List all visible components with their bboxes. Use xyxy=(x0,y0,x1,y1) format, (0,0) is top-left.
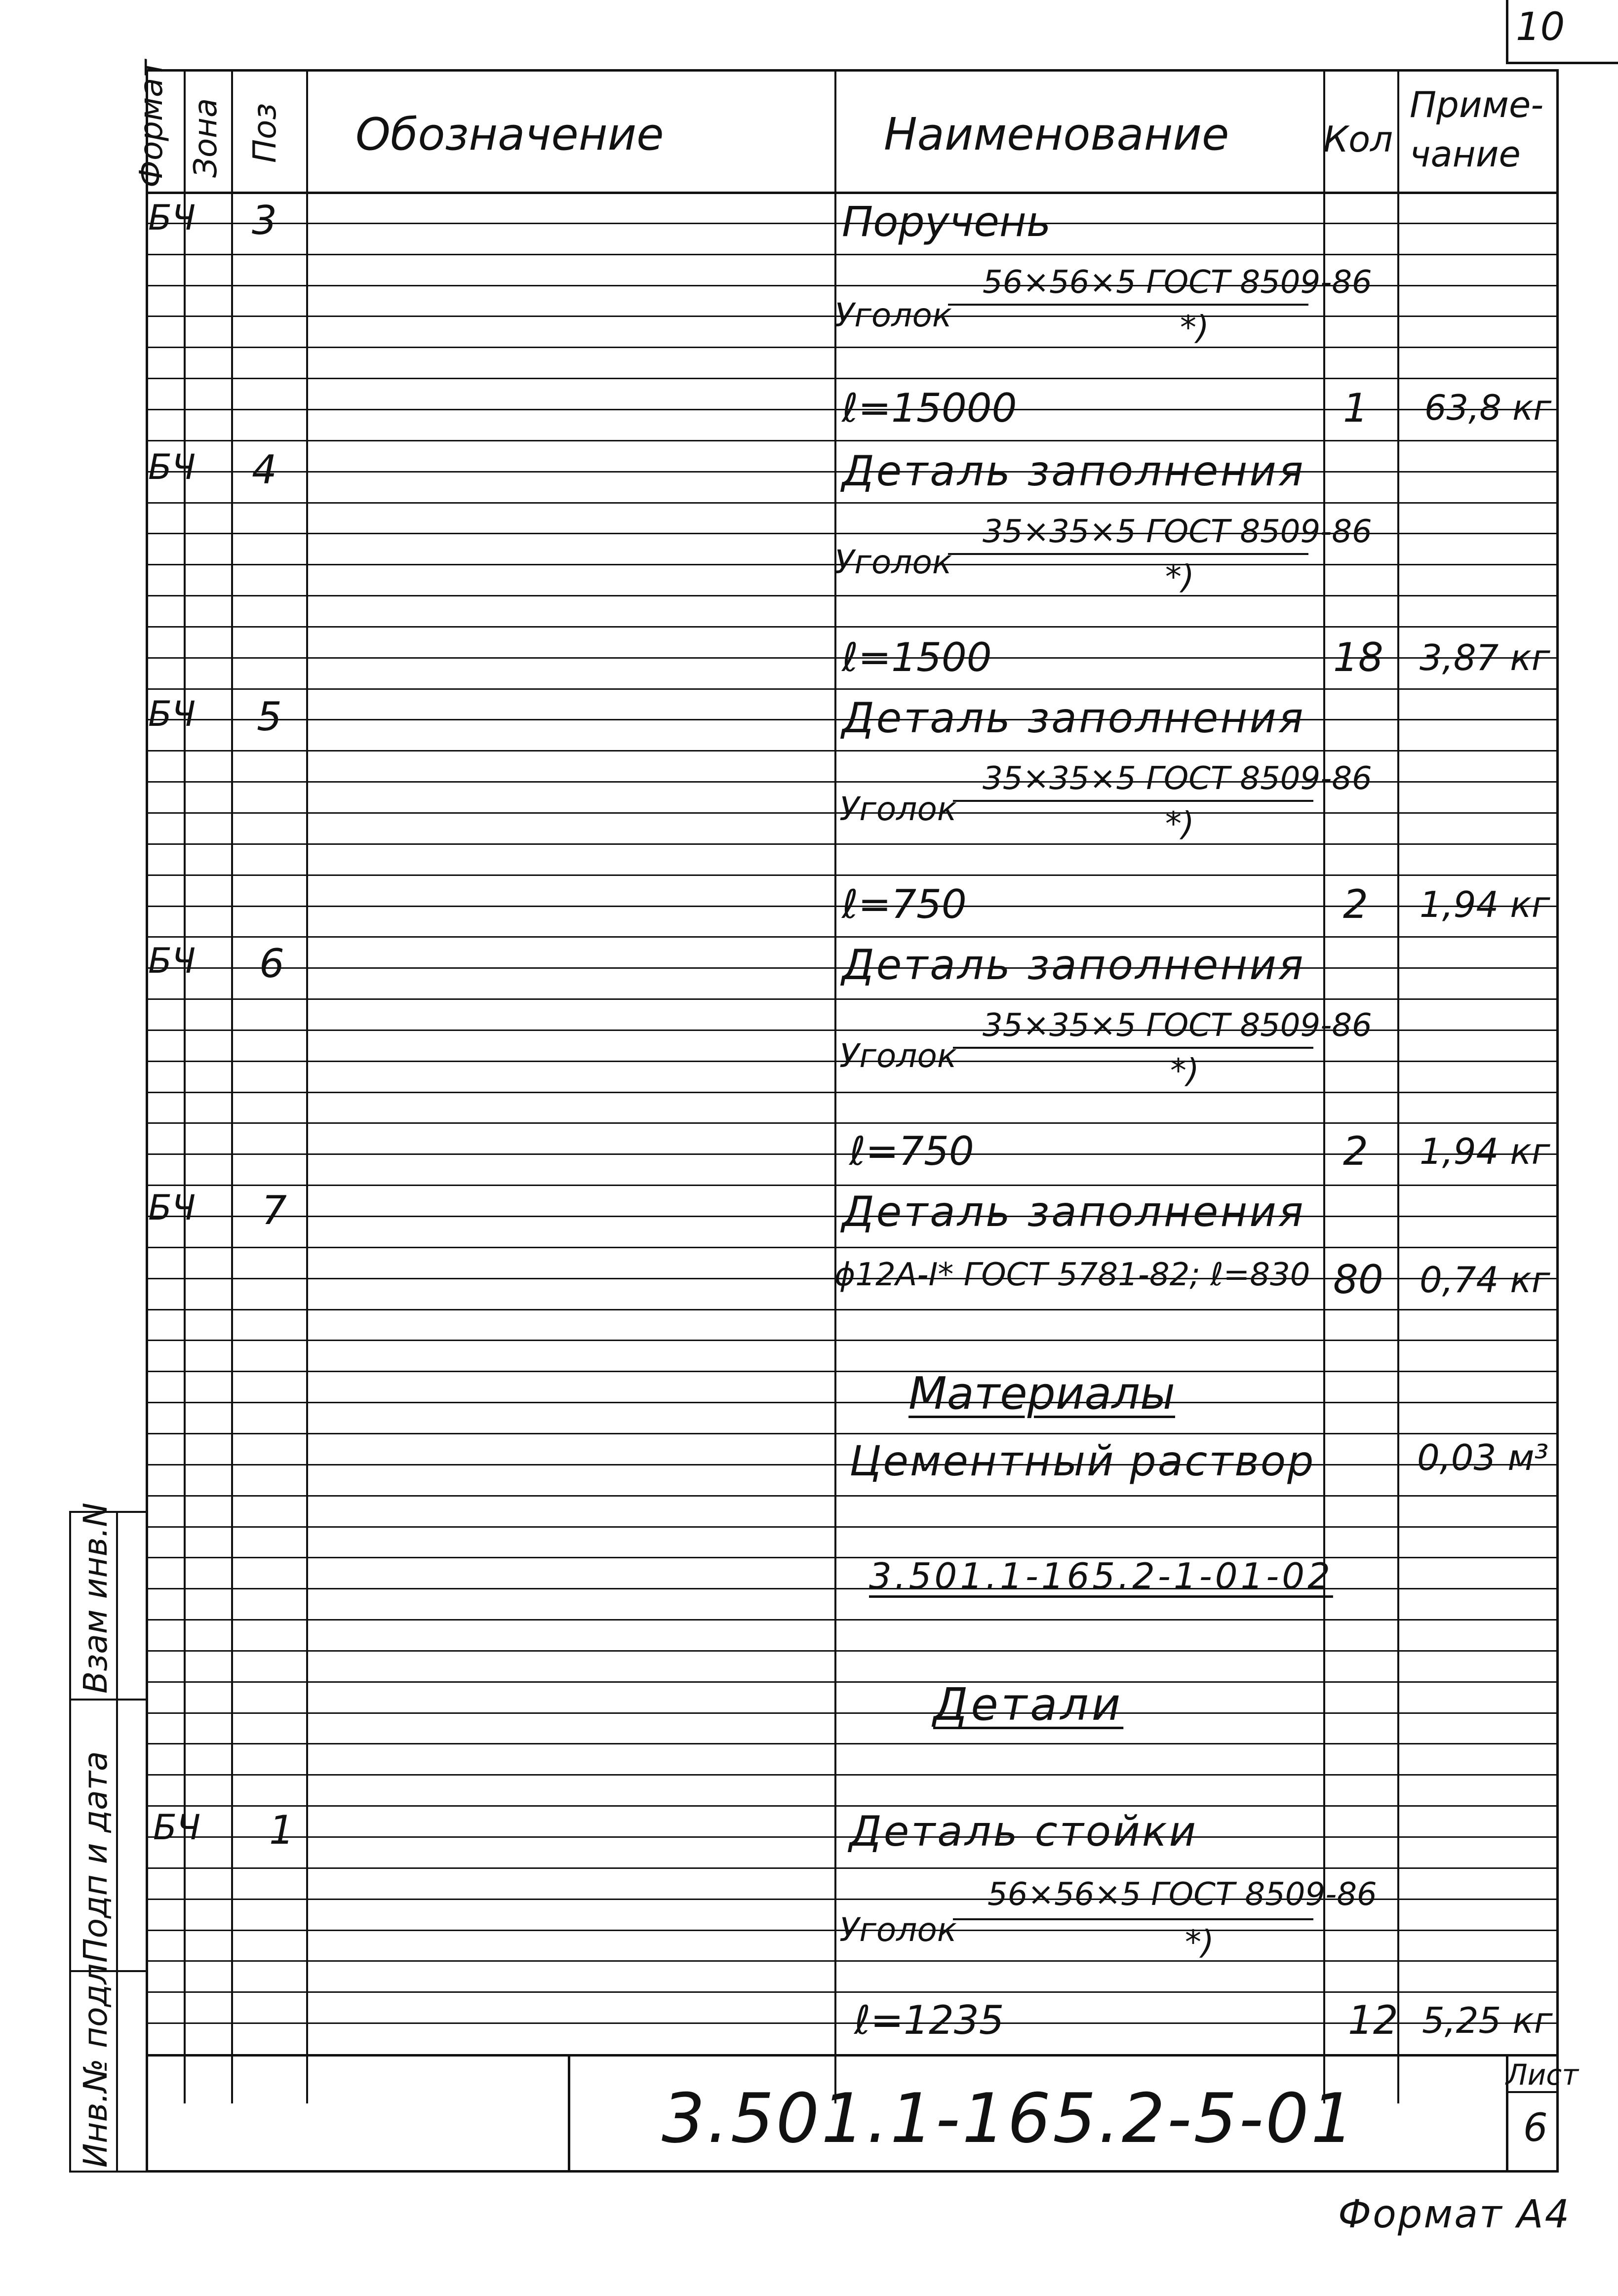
row-line xyxy=(146,1247,1559,1248)
row-format: БЧ xyxy=(148,941,196,981)
row-pos: 5 xyxy=(257,694,282,740)
row-format: БЧ xyxy=(153,1807,201,1848)
row-name: Деталь заполнения xyxy=(842,447,1305,495)
header-pos: Поз xyxy=(247,103,283,163)
row-line xyxy=(146,688,1559,690)
col-line-designation xyxy=(834,69,836,2103)
row-line xyxy=(146,1619,1559,1621)
header-qty: Кол xyxy=(1323,119,1393,160)
sheet-label: Лист xyxy=(1506,2058,1579,2092)
binding-inner-line xyxy=(116,1511,118,2173)
row-line xyxy=(146,626,1559,628)
col-line-format xyxy=(184,69,186,2103)
row-note: 3,87 кг xyxy=(1420,637,1550,678)
row-qty: 1 xyxy=(1343,385,1368,431)
row-pos: 3 xyxy=(252,198,277,243)
row-reference-doc: 3.501.1-165.2-1-01-02 xyxy=(869,1555,1333,1597)
row-name: Деталь заполнения xyxy=(842,1188,1305,1236)
row-qty: 2 xyxy=(1343,1128,1368,1174)
row-line xyxy=(146,1309,1559,1310)
row-line xyxy=(146,1867,1559,1869)
row-name-prefix: Уголок xyxy=(839,1037,957,1075)
row-format: БЧ xyxy=(148,198,196,238)
row-name: ℓ=15000 xyxy=(842,385,1017,431)
row-line xyxy=(146,1092,1559,1093)
footer-format: Формат А4 xyxy=(1338,2192,1571,2237)
row-qty: 80 xyxy=(1333,1257,1383,1303)
col-line-name xyxy=(1323,69,1325,2103)
header-bottom-line xyxy=(146,192,1559,194)
row-line xyxy=(146,843,1559,845)
row-line xyxy=(146,502,1559,504)
header-name: Наименование xyxy=(884,109,1229,160)
row-line xyxy=(146,595,1559,596)
row-frac-top: 35×35×5 ГОСТ 8509-86 xyxy=(983,760,1372,797)
header-note-line1: Приме- xyxy=(1410,84,1544,125)
fraction-bar xyxy=(953,1047,1313,1049)
row-line xyxy=(146,1774,1559,1776)
row-name-prefix: Уголок xyxy=(834,543,952,581)
row-name-prefix: Уголок xyxy=(839,1911,957,1949)
row-pos: 1 xyxy=(269,1807,294,1853)
label-vzam-inv: Взам инв.N xyxy=(77,1503,115,1694)
row-name: ℓ=750 xyxy=(849,1128,974,1174)
fraction-bar xyxy=(953,800,1313,802)
row-name: Деталь заполнения xyxy=(842,694,1305,742)
row-line xyxy=(146,936,1559,938)
row-line xyxy=(146,440,1559,441)
row-qty: 2 xyxy=(1343,881,1368,927)
col-line-zone xyxy=(231,69,233,2103)
row-format: БЧ xyxy=(148,447,196,487)
row-pos: 7 xyxy=(262,1188,287,1233)
row-name: Поручень xyxy=(842,198,1051,246)
row-line xyxy=(146,1185,1559,1186)
row-frac-bottom: *) xyxy=(1185,1923,1214,1961)
row-line xyxy=(146,378,1559,379)
header-note-line2: чание xyxy=(1410,133,1521,175)
title-block-top xyxy=(146,2054,1559,2057)
row-note: 1,94 кг xyxy=(1420,1131,1550,1172)
row-format: БЧ xyxy=(148,1188,196,1228)
row-line xyxy=(146,1960,1559,1962)
fraction-bar xyxy=(953,1918,1313,1920)
row-frac-top: 35×35×5 ГОСТ 8509-86 xyxy=(983,1007,1372,1044)
row-note: 63,8 кг xyxy=(1424,388,1552,428)
row-line xyxy=(146,1588,1559,1589)
row-line xyxy=(146,874,1559,876)
header-format: Формат xyxy=(133,59,170,188)
title-block-divider xyxy=(568,2054,570,2173)
row-line xyxy=(146,750,1559,752)
row-line xyxy=(146,2022,1559,2024)
fraction-bar xyxy=(948,304,1308,306)
fraction-bar xyxy=(948,553,1308,555)
label-inv-podl: Инв.№ подл xyxy=(77,1963,115,2168)
row-line xyxy=(146,254,1559,255)
row-frac-bottom: *) xyxy=(1165,558,1194,596)
row-note: 0,74 кг xyxy=(1420,1259,1550,1301)
row-line xyxy=(146,1495,1559,1497)
row-line xyxy=(146,1340,1559,1341)
row-line xyxy=(146,1122,1559,1124)
specification-frame xyxy=(146,69,1559,2173)
row-pos: 6 xyxy=(259,941,284,987)
sheet-number: 6 xyxy=(1523,2106,1548,2150)
col-line-qty xyxy=(1397,69,1399,2103)
section-materials: Материалы xyxy=(908,1368,1175,1420)
row-line xyxy=(146,1681,1559,1683)
row-qty: 12 xyxy=(1348,1997,1398,2043)
row-line xyxy=(146,1433,1559,1434)
row-line xyxy=(146,1650,1559,1652)
row-line xyxy=(146,1743,1559,1744)
row-qty: 18 xyxy=(1333,634,1383,680)
row-line xyxy=(146,347,1559,348)
row-frac-bottom: *) xyxy=(1180,309,1209,347)
row-line xyxy=(146,1991,1559,1993)
row-line xyxy=(146,1805,1559,1807)
row-line xyxy=(146,1402,1559,1403)
sheet-corner-number: 10 xyxy=(1516,5,1565,49)
row-name: Деталь заполнения xyxy=(842,941,1305,989)
row-name: ℓ=1500 xyxy=(842,634,992,680)
row-name: ϕ12A-I* ГОСТ 5781-82; ℓ=830 xyxy=(834,1257,1310,1293)
document-code: 3.501.1-165.2-5-01 xyxy=(662,2079,1356,2158)
row-frac-top: 35×35×5 ГОСТ 8509-86 xyxy=(983,514,1372,550)
row-name: Деталь стойки xyxy=(849,1807,1198,1856)
header-zone: Зона xyxy=(188,98,224,178)
section-details: Детали xyxy=(933,1679,1124,1731)
row-line xyxy=(146,1557,1559,1558)
row-line xyxy=(146,1371,1559,1372)
row-name: Цементный раствор xyxy=(849,1437,1315,1485)
row-note: 5,25 кг xyxy=(1422,2000,1553,2041)
row-line xyxy=(146,998,1559,1000)
row-note: 0,03 м³ xyxy=(1417,1437,1549,1478)
row-line xyxy=(146,1712,1559,1714)
row-format: БЧ xyxy=(148,694,196,734)
row-frac-bottom: *) xyxy=(1170,1052,1199,1090)
label-podp-data: Подп и дата xyxy=(77,1751,115,1963)
row-frac-top: 56×56×5 ГОСТ 8509-86 xyxy=(983,264,1372,301)
row-pos: 4 xyxy=(252,447,277,493)
row-note: 1,94 кг xyxy=(1420,884,1550,925)
binding-divider xyxy=(69,1699,146,1701)
row-line xyxy=(146,1526,1559,1528)
row-name-prefix: Уголок xyxy=(834,296,952,334)
row-frac-bottom: *) xyxy=(1165,805,1194,843)
header-designation: Обозначение xyxy=(355,109,664,160)
row-name-prefix: Уголок xyxy=(839,790,957,828)
row-name: ℓ=1235 xyxy=(854,1997,1004,2043)
row-name: ℓ=750 xyxy=(842,881,967,927)
row-frac-top: 56×56×5 ГОСТ 8509-86 xyxy=(987,1876,1377,1913)
col-line-pos xyxy=(306,69,308,2103)
